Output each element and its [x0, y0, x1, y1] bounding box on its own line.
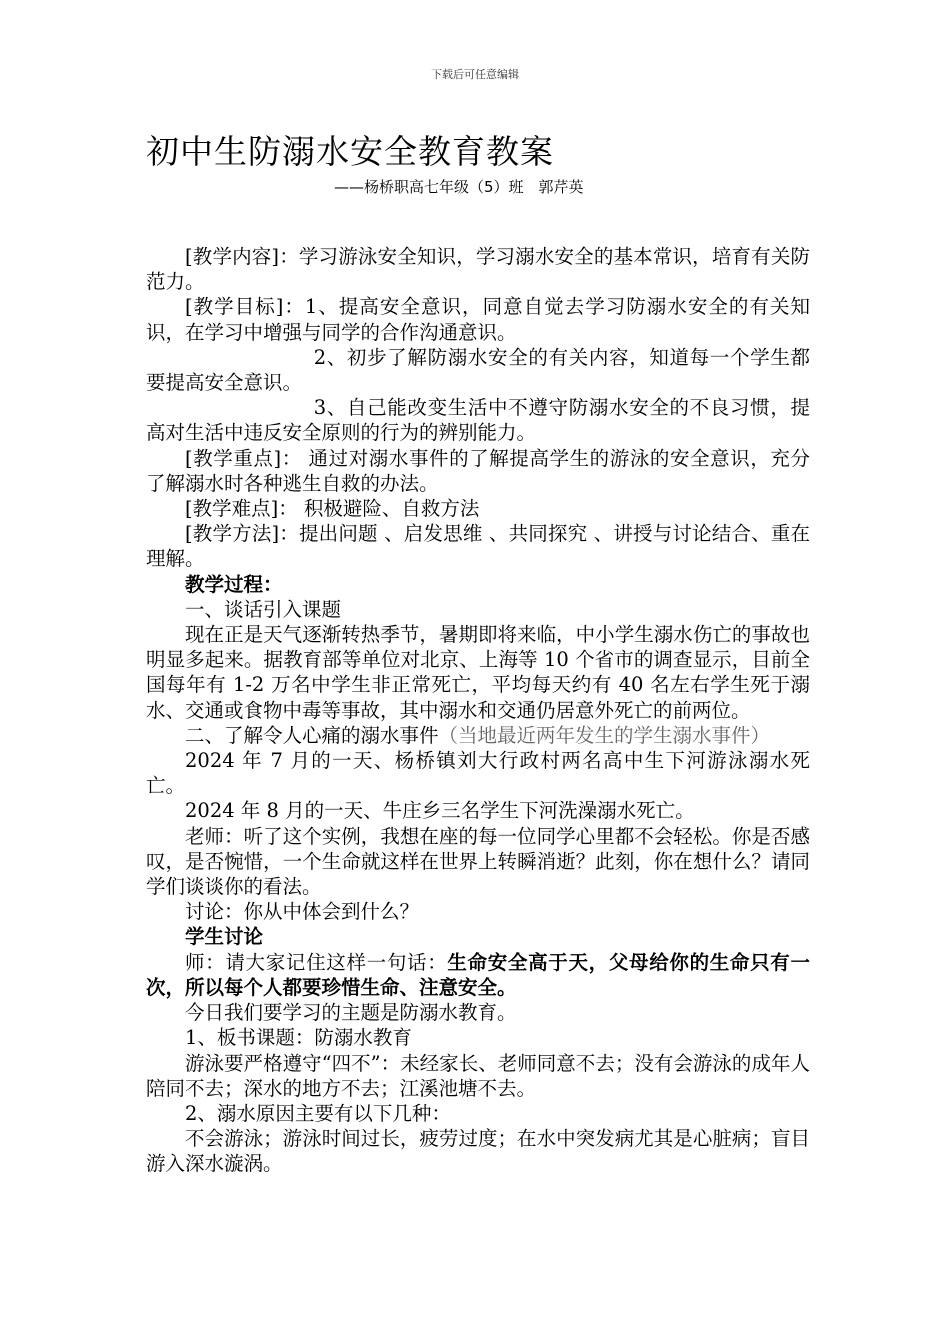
author-line: ——杨桥职高七年级（5）班 郭芹英: [334, 178, 584, 196]
four-nots: 游泳要严格遵守“四不”：未经家长、老师同意不去；没有会游泳的成年人陪同不去；深水的地方不去；江溪池塘不去。: [146, 1051, 810, 1100]
intro-paragraph: 现在正是天气逐渐转热季节，暑期即将来临，中小学生溺水伤亡的事故也明显多起来。据教育部等单位对北京、上海等 10 个省市的调查显示，目前全国每年有 1-2 万名中学生非正常死亡，平均每天约有 40 名左右学生死于溺水、交通或食物中毒等事故，其中溺水和交通仍居意外死亡的前两位。: [146, 623, 810, 722]
teacher-talk: 老师：听了这个实例，我想在座的每一位同学心里都不会轻松。你是否感叹，是否惋惜，一个生命就这样在世界上转瞬消逝？此刻，你在想什么？请同学们谈谈你的看法。: [146, 824, 810, 899]
board-title: 1、板书课题：防溺水教育: [185, 1026, 412, 1050]
causes-heading: 2、溺水原因主要有以下几种：: [185, 1101, 451, 1125]
teaching-method: [教学方法]：提出问题 、启发思维 、共同探究 、讲授与讨论结合、重在理解。: [146, 522, 810, 571]
topic-paragraph: 今日我们要学习的主题是防溺水教育。: [185, 1001, 517, 1025]
header-note: 下载后可任意编辑: [431, 68, 519, 81]
teaching-key-point: [教学重点]： 通过对溺水事件的了解提高学生的游泳的安全意识，充分了解溺水时各种逃生自救的办法。: [146, 446, 810, 495]
teaching-goal-2: 2、初步了解防溺水安全的有关内容，知道每一个学生都要提高安全意识。: [146, 345, 810, 395]
section-1-heading: 一、谈话引入课题: [185, 597, 342, 621]
discussion-prompt: 讨论：你从中体会到什么？: [185, 900, 420, 924]
document-body: [146, 244, 810, 1177]
teaching-goal-3: 3、自己能改变生活中不遵守防溺水安全的不良习惯，提高对生活中违反安全原则的行为的辨别能力。: [146, 396, 810, 445]
section-2-note: （当地最近两年发生的学生溺水事件）: [438, 723, 771, 747]
section-2-title: 二、了解令人心痛的溺水事件: [185, 723, 439, 747]
page-title: 初中生防溺水安全教育教案: [146, 132, 554, 171]
process-heading: 教学过程：: [185, 572, 283, 596]
teaching-content: [教学内容]：学习游泳安全知识，学习溺水安全的基本常识，培育有关防范力。: [146, 245, 810, 294]
causes-list: 不会游泳；游泳时间过长，疲劳过度；在水中突发病尤其是心脏病；盲目游入深水漩涡。: [146, 1127, 810, 1176]
section-2-heading: [146, 723, 810, 748]
motto-paragraph: [146, 950, 810, 1000]
case-1: 2024 年 7 月的一天、杨桥镇刘大行政村两名高中生下河游泳溺水死亡。: [146, 749, 810, 798]
motto-bold: 生命安全高于天，父母给你的生命只有一次，所以每个人都要珍惜生命、注意安全。: [146, 950, 810, 999]
motto-lead: 师：请大家记住这样一句话：: [185, 950, 448, 974]
teaching-difficulty: [教学难点]： 积极避险、自救方法: [185, 497, 480, 521]
student-discussion: 学生讨论: [185, 925, 264, 949]
teaching-goal-1: [教学目标]：1、提高安全意识，同意自觉去学习防溺水安全的有关知识，在学习中增强与同学的合作沟通意识。: [146, 295, 810, 344]
case-2: 2024 年 8 月的一天、牛庄乡三名学生下河洗澡溺水死亡。: [185, 799, 695, 823]
